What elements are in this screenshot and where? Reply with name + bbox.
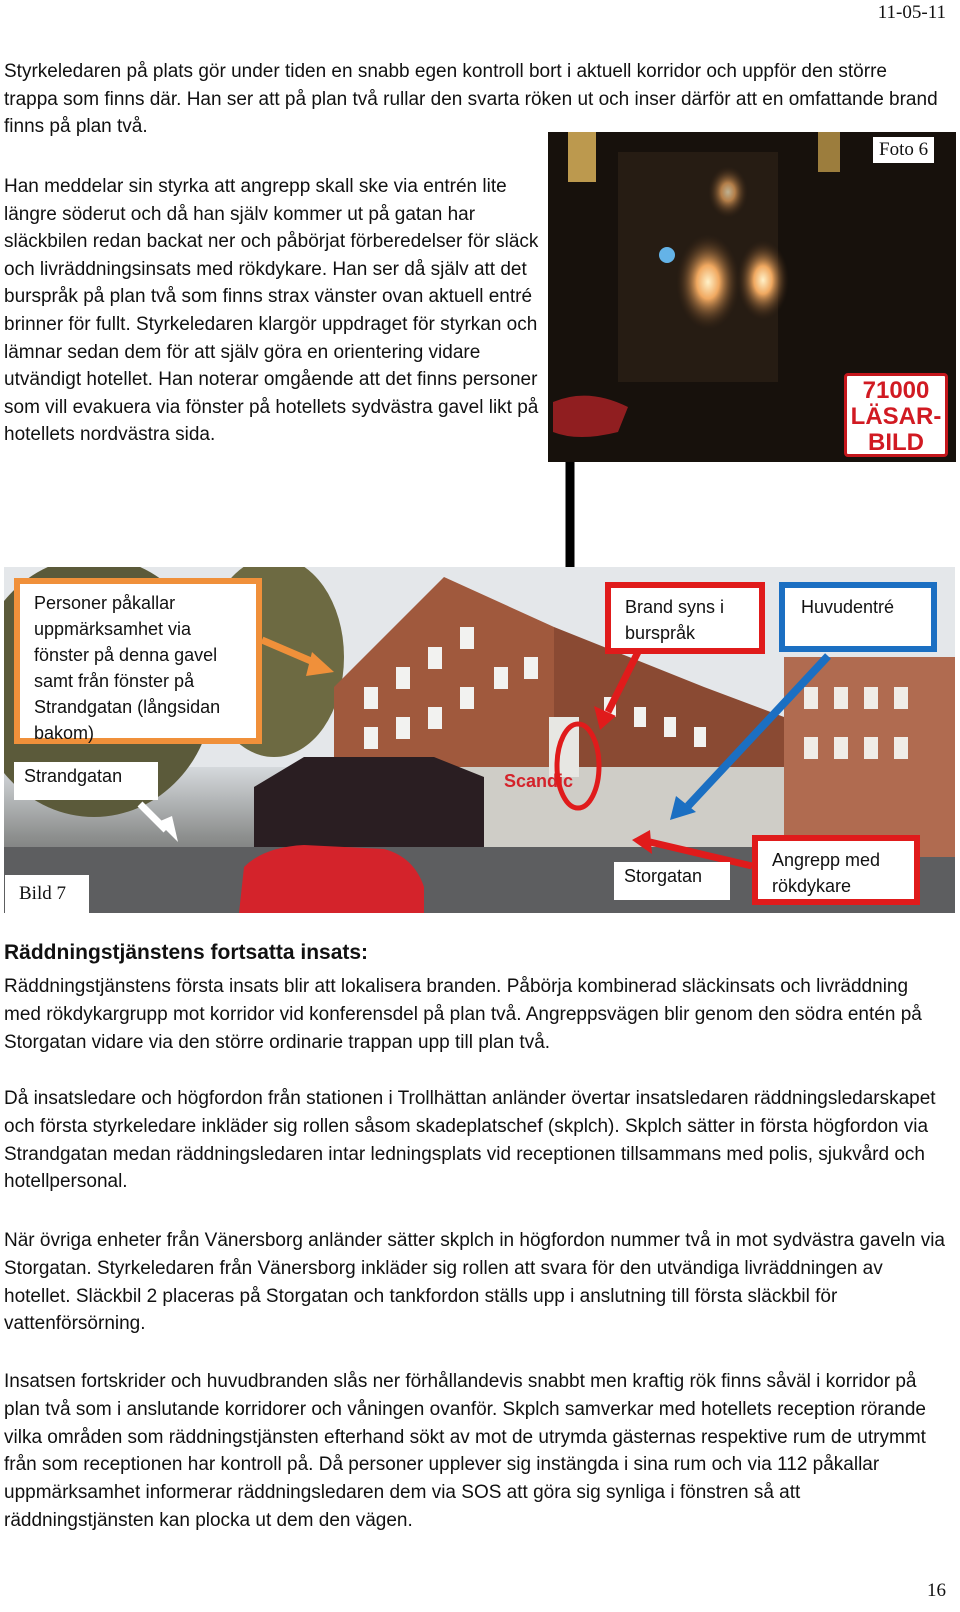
- callout-attack: Angrepp med rökdykare: [752, 835, 920, 905]
- badge-line-2: LÄSAR-: [850, 403, 942, 430]
- label-storgatan: Storgatan: [614, 862, 730, 900]
- badge-line-3: BILD: [868, 429, 924, 456]
- document-date: 11-05-11: [877, 2, 946, 23]
- callout-persons: Personer påkallar uppmärksamhet via fönster på denna gavel samt från fönster på Strandgatan (långsidan bakom): [14, 578, 262, 744]
- section-paragraph-1: Räddningstjänstens första insats blir att lokalisera branden. Påbörja kombinerad släckinsats och livräddning med rökdykargrupp mot korridor vid konferensdel på plan två. Angreppsvägen blir genom den södra entén på Storgatan vidare via den större ordinarie trappan upp till plan två.: [4, 976, 922, 1053]
- section-paragraph-4: Insatsen fortskrider och huvudbranden slås ner förhållandevis snabbt men kraftig rök finns såväl i korridor på plan två som i anslutande korridorer och våningen ovanför. Skplch samverkar med hotellets reception rörande vilka områden som räddningstjänsten efterhand sökt av mot de utrymda gästernas respektive rum de utrymmt från som receptionen har kontroll på. Då personer upplever sig instängda i sina rum och via 112 påkallar uppmärksamhet informerar räddningsledaren dem via SOS att göra sig synliga i fönstren så att räddningstjänsten kan plocka ut dem den vägen.: [4, 1371, 927, 1531]
- badge-line-1: 71000: [862, 377, 930, 404]
- intro-paragraph-2: Han meddelar sin styrka att angrepp skall ske via entrén lite längre söderut och då han själv kommer ut på gatan har släckbilen redan backat ner och påbörjat förberedelser för släck och livräddningsinsats med rökdykare. Han ser då själv att det burspråk på plan två som finns strax vänster ovan aktuell entré brinner för fullt. Styrkeledaren klargör uppdraget för styrkan och lämnar sedan dem för att själv göra en orientering vidare utvändigt hotellet. Han noterar omgående att det finns personer som vill evakuera via fönster på hotellets sydvästra gavel likt på hotellets nordvästra sida.: [4, 176, 539, 446]
- page-number: 16: [927, 1580, 946, 1601]
- intro-paragraph-1: Styrkeledaren på plats gör under tiden en snabb egen kontroll bort i aktuell korridor och uppför den större trappa som finns där. Han ser att på plan två rullar den svarta röken ut och inser därför att en omfattande brand finns på plan två.: [4, 61, 938, 137]
- callout-entrance: Huvudentré: [779, 582, 937, 652]
- section-heading: Räddningstjänstens fortsatta insats:: [4, 941, 369, 964]
- section-paragraph-3: När övriga enheter från Vänersborg anländer sätter skplch in högfordon nummer två in mot sydvästra gaveln via Storgatan. Styrkeledaren från Vänersborg inkläder sig rollen att svara för den utvändiga livräddningen av hotellet. Släckbil 2 placeras på Storgatan och tankfordon ställs upp i anslutning till första släckbil för vattenförsörning.: [4, 1230, 945, 1335]
- callout-fire: Brand syns i burspråk: [605, 582, 765, 654]
- hotel-sign: Scandic: [504, 771, 574, 791]
- section-paragraph-2: Då insatsledare och högfordon från stationen i Trollhättan anländer övertar insatsledaren räddningsledarskapet och första styrkeledare inkläder sig rollen såsom skadeplatschef (skplch). Skplch sätter in första högfordon via Strandgatan medan räddningsledaren intar ledningsplats vid receptionen tillsammans med polis, sjukvård och hotellpersonal.: [4, 1088, 936, 1193]
- label-strandgatan: Strandgatan: [14, 762, 158, 800]
- photo-6-label: Foto 6: [873, 137, 934, 163]
- photo-7-label: Bild 7: [5, 875, 89, 913]
